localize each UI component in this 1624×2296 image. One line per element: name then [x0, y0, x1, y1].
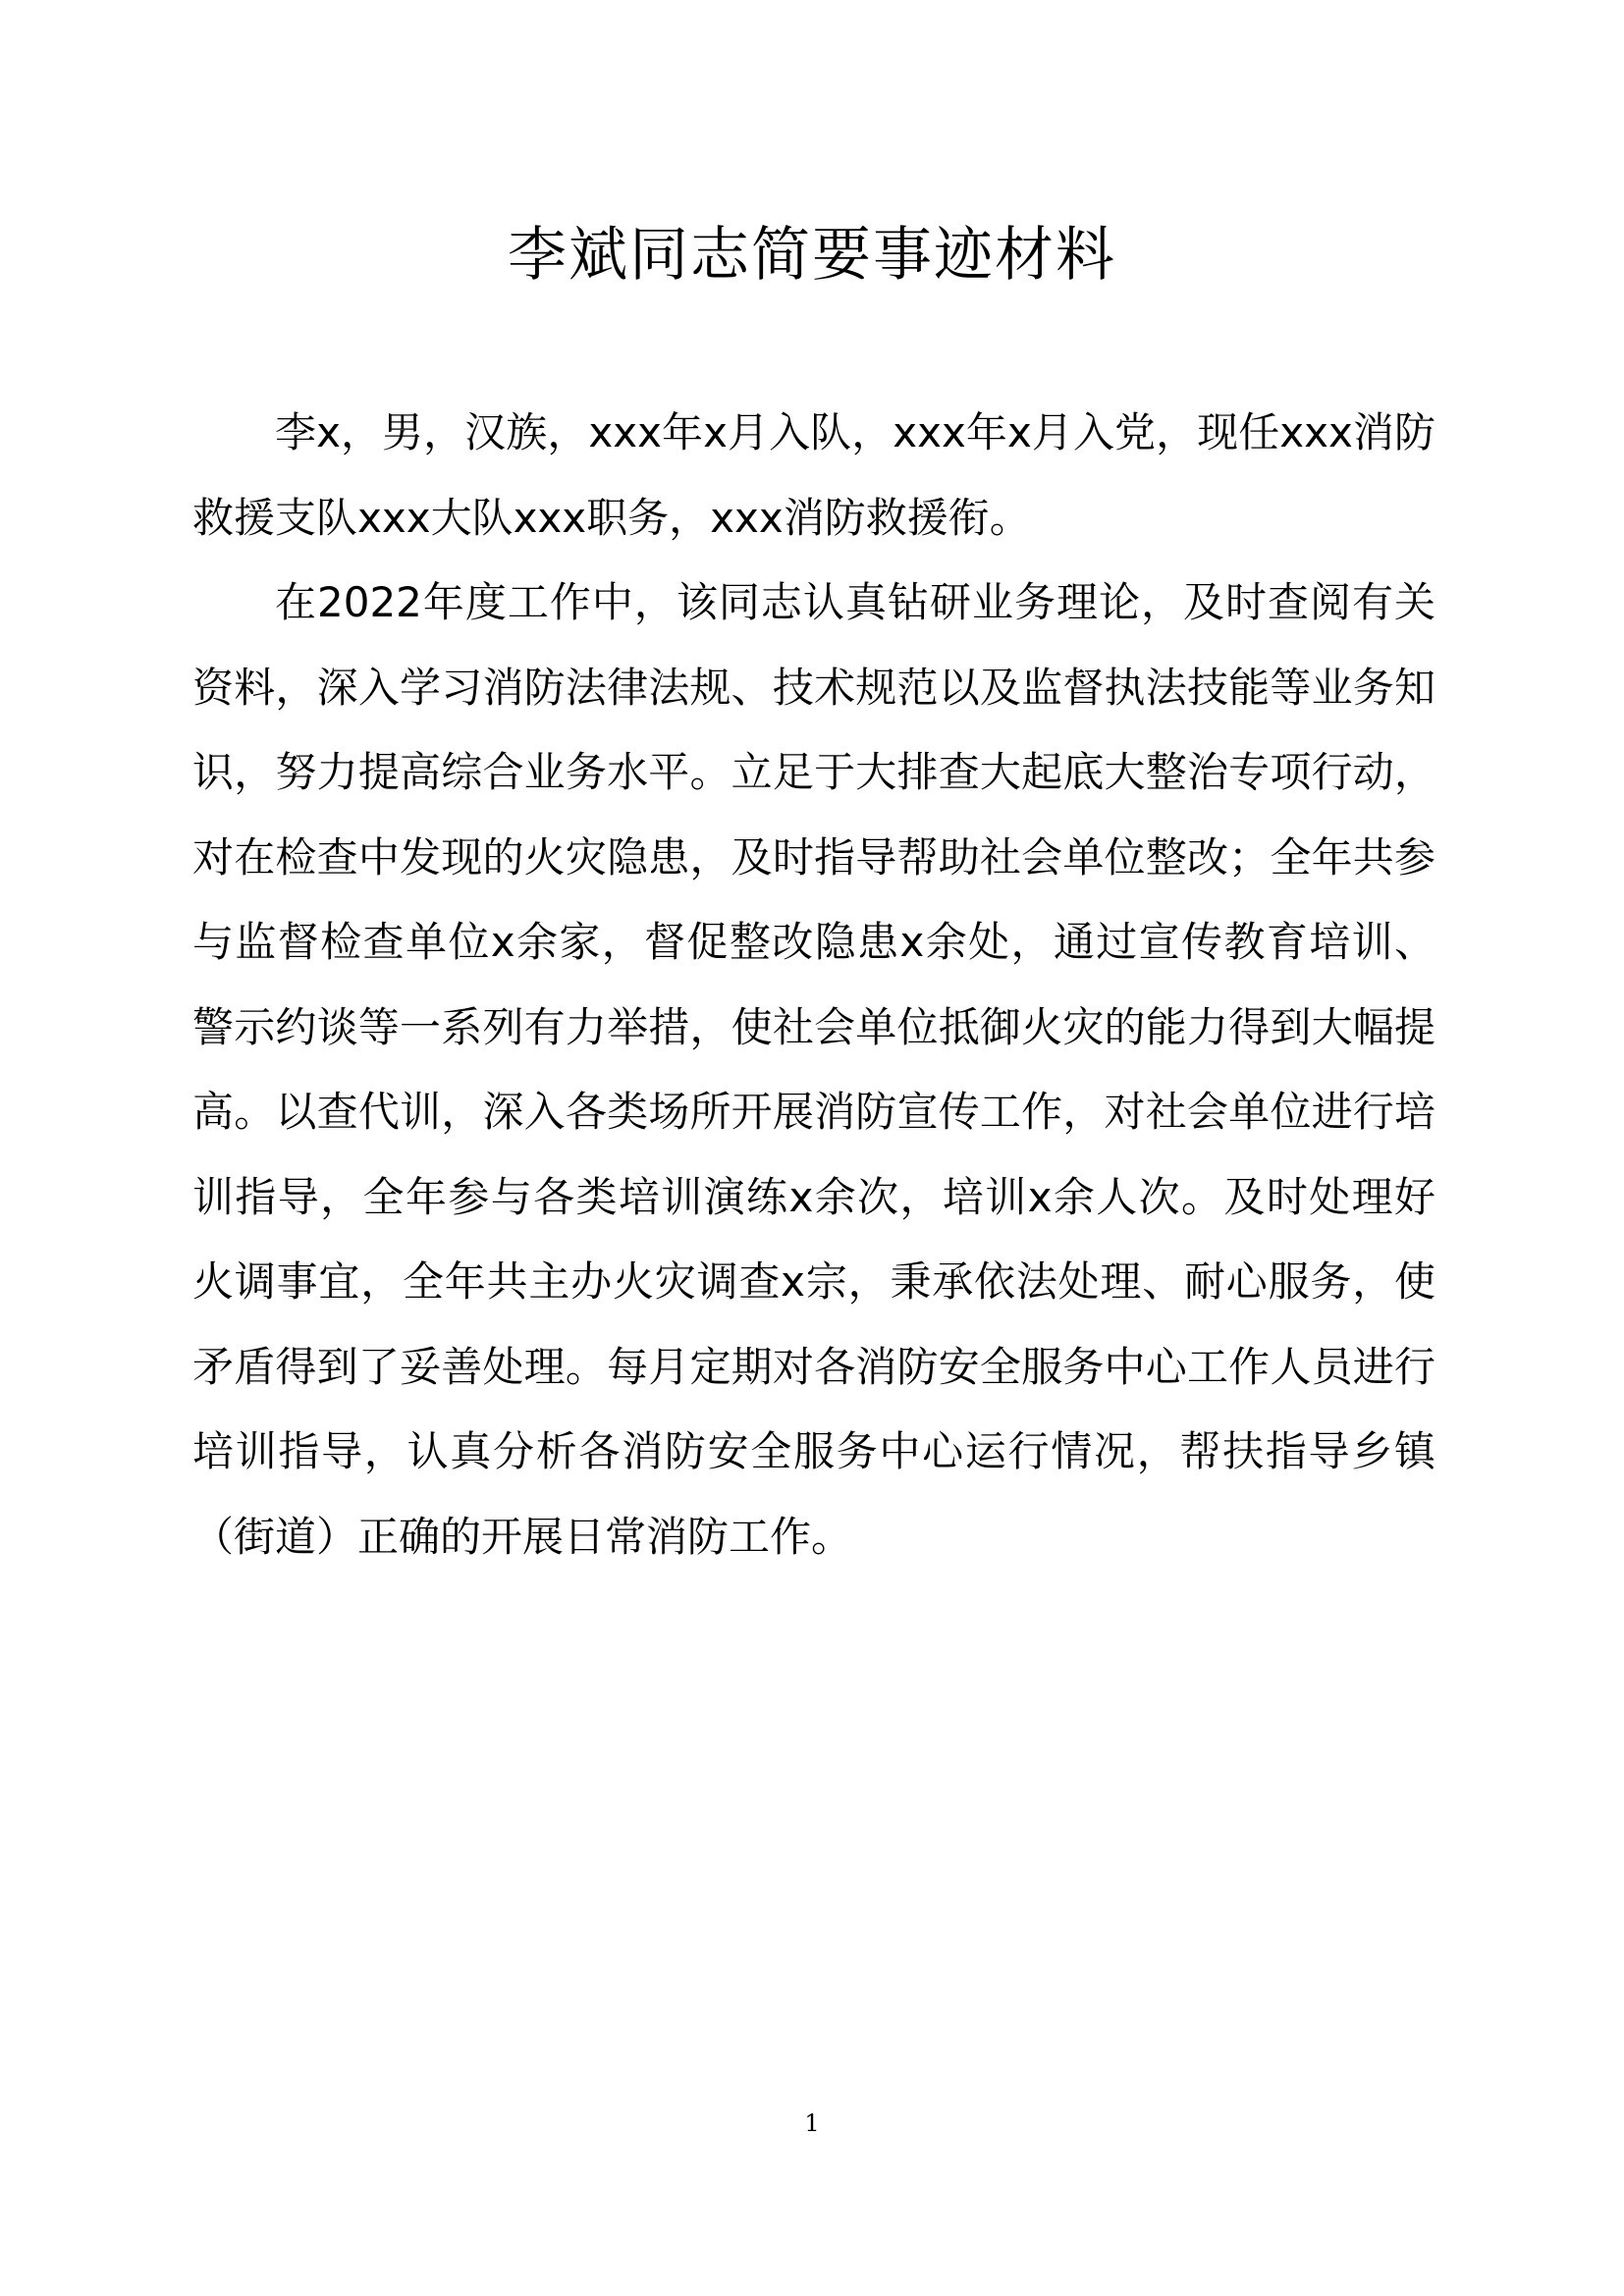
document-title: 李斌同志简要事迹材料 [508, 221, 1116, 290]
document-body [192, 391, 1435, 1579]
page-number: 1 [804, 2109, 820, 2137]
paragraph-work-achievements: 在2022年度工作中，该同志认真钻研业务理论，及时查阅有关资料，深入学习消防法律法规、技术规范以及监督执法技能等业务知识，努力提高综合业务水平。立足于大排查大起底大整治专项行动，对在检查中发现的火灾隐患，及时指导帮助社会单位整改；全年共参与监督检查单位x余家，督促整改隐患x余处，通过宣传教育培训、警示约谈等一系列有力举措，使社会单位抵御火灾的能力得到大幅提高。以查代训，深入各类场所开展消防宣传工作，对社会单位进行培训指导，全年参与各类培训演练x余次，培训x余人次。及时处理好火调事宜，全年共主办火灾调查x宗，秉承依法处理、耐心服务，使矛盾得到了妥善处理。每月定期对各消防安全服务中心工作人员进行培训指导，认真分析各消防安全服务中心运行情况，帮扶指导乡镇（街道）正确的开展日常消防工作。 [192, 578, 1435, 1561]
paragraph-personal-info: 李x，男，汉族，xxx年x月入队，xxx年x月入党，现任xxx消防救援支队xxx大队xxx职务，xxx消防救援衔。 [192, 408, 1435, 542]
